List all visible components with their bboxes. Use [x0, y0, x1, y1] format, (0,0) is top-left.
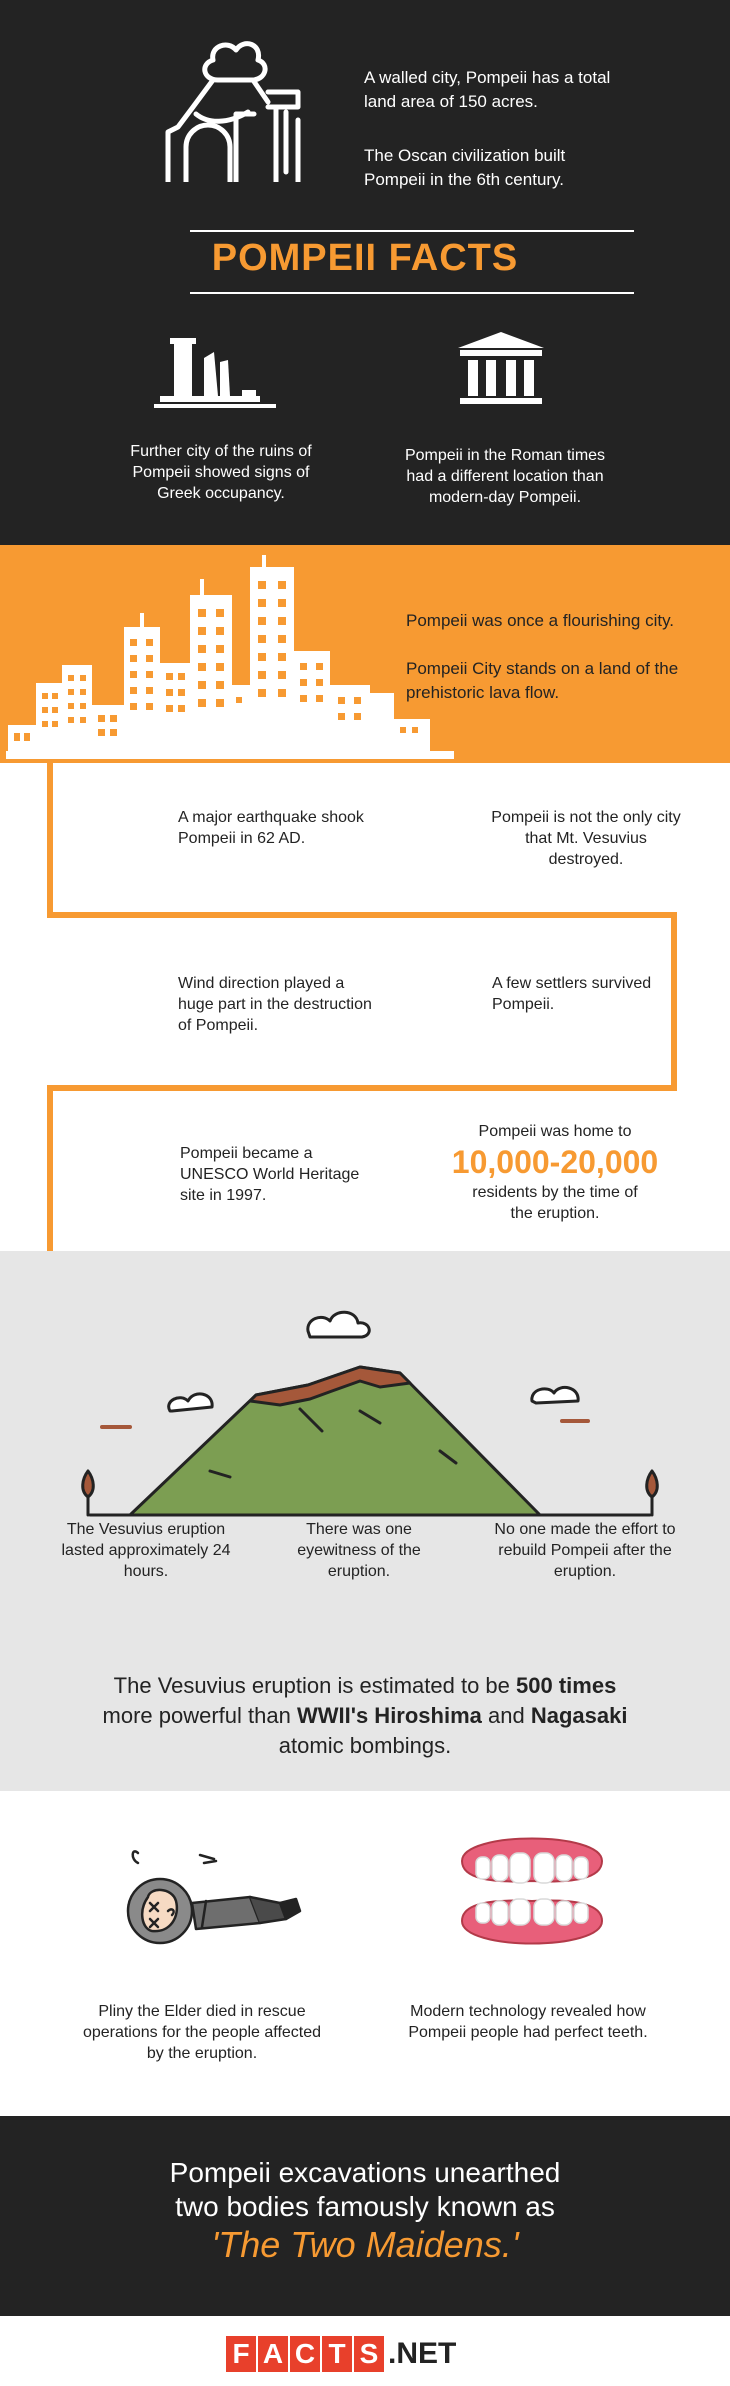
title-rule-bottom: [190, 292, 634, 294]
logo-letter-a: A: [258, 2336, 288, 2372]
logo-letter-s: S: [354, 2336, 384, 2372]
big-and: and: [481, 1703, 531, 1728]
title-rule-top: [190, 230, 634, 232]
vesuvius-fact-3: No one made the effort to rebuild Pompeii after the eruption.: [494, 1521, 676, 1580]
header-fact-2: The Oscan civilization built Pompeii in the 6th century.: [364, 146, 566, 189]
volcano-icon: [60, 1301, 680, 1541]
volcano-house-icon: [158, 32, 318, 182]
maidens-highlight: 'The Two Maidens.': [211, 2224, 519, 2265]
logo-letter-c: C: [290, 2336, 320, 2372]
timeline-row2-right: A few settlers survived Pompeii.: [492, 975, 652, 1013]
city-fact-1: Pompeii was once a flourishing city.: [406, 611, 675, 630]
vesuvius-fact-1: The Vesuvius eruption lasted approximately 24 hours.: [61, 1521, 231, 1580]
page-title: POMPEII FACTS: [211, 237, 519, 279]
fallen-man-icon: [110, 1841, 310, 1961]
big-mid: more powerful than: [102, 1703, 297, 1728]
logo-letter-t: T: [322, 2336, 352, 2372]
maidens-section: [0, 2116, 730, 2316]
big-nagasaki: Nagasaki: [530, 1703, 628, 1728]
vesuvius-fact-2: There was one eyewitness of the eruption.: [297, 1521, 421, 1580]
ruins-icon: [152, 330, 282, 415]
timeline-row3-left: Pompeii became a UNESCO World Heritage site in 1997.: [180, 1145, 360, 1204]
pliny-teeth-section: [0, 1791, 730, 2116]
residents-number: 10,000-20,000: [451, 1144, 659, 1180]
city-skyline-icon: [0, 555, 460, 763]
maidens-line: Pompeii excavations unearthed two bodies famously known as: [169, 2157, 561, 2222]
temple-icon: [456, 330, 546, 410]
timeline-row3-right: [430, 1121, 680, 1224]
city-fact-2: Pompeii City stands on a land of the prehistoric lava flow.: [406, 659, 679, 702]
timeline-row1-left: A major earthquake shook Pompeii in 62 AD.: [178, 809, 364, 847]
brand-logo[interactable]: [226, 2334, 456, 2374]
big-500-times: 500 times: [516, 1673, 617, 1698]
timeline-section: [0, 763, 730, 1251]
vesuvius-section: [0, 1251, 730, 1791]
big-post: atomic bombings.: [278, 1733, 452, 1758]
footer: [0, 2316, 730, 2386]
teeth-caption: Modern technology revealed how Pompeii people had perfect teeth.: [408, 2003, 648, 2041]
timeline-row2-left: Wind direction played a huge part in the destruction of Pompeii.: [178, 975, 372, 1034]
big-pre: The Vesuvius eruption is estimated to be: [113, 1673, 517, 1698]
logo-letter-f: F: [226, 2336, 256, 2372]
header-right-caption: Pompeii in the Roman times had a different location than modern-day Pompeii.: [404, 447, 606, 506]
big-hiroshima: WWII's Hiroshima: [296, 1703, 482, 1728]
header-fact-1: A walled city, Pompeii has a total land area of 150 acres.: [364, 68, 611, 111]
city-section: [0, 545, 730, 763]
residents-pre: Pompeii was home to: [478, 1123, 632, 1140]
header-left-caption: Further city of the ruins of Pompeii showed signs of Greek occupancy.: [130, 443, 312, 502]
teeth-icon: [452, 1821, 612, 1961]
pliny-caption: Pliny the Elder died in rescue operations for the people affected by the eruption.: [82, 2003, 322, 2062]
logo-suffix: .NET: [388, 2337, 457, 2370]
vesuvius-big-statement: [95, 1671, 635, 1761]
header-section: [0, 0, 730, 545]
timeline-row1-right: Pompeii is not the only city that Mt. Vesuvius destroyed.: [491, 809, 681, 868]
residents-post: residents by the time of the eruption.: [472, 1184, 638, 1222]
